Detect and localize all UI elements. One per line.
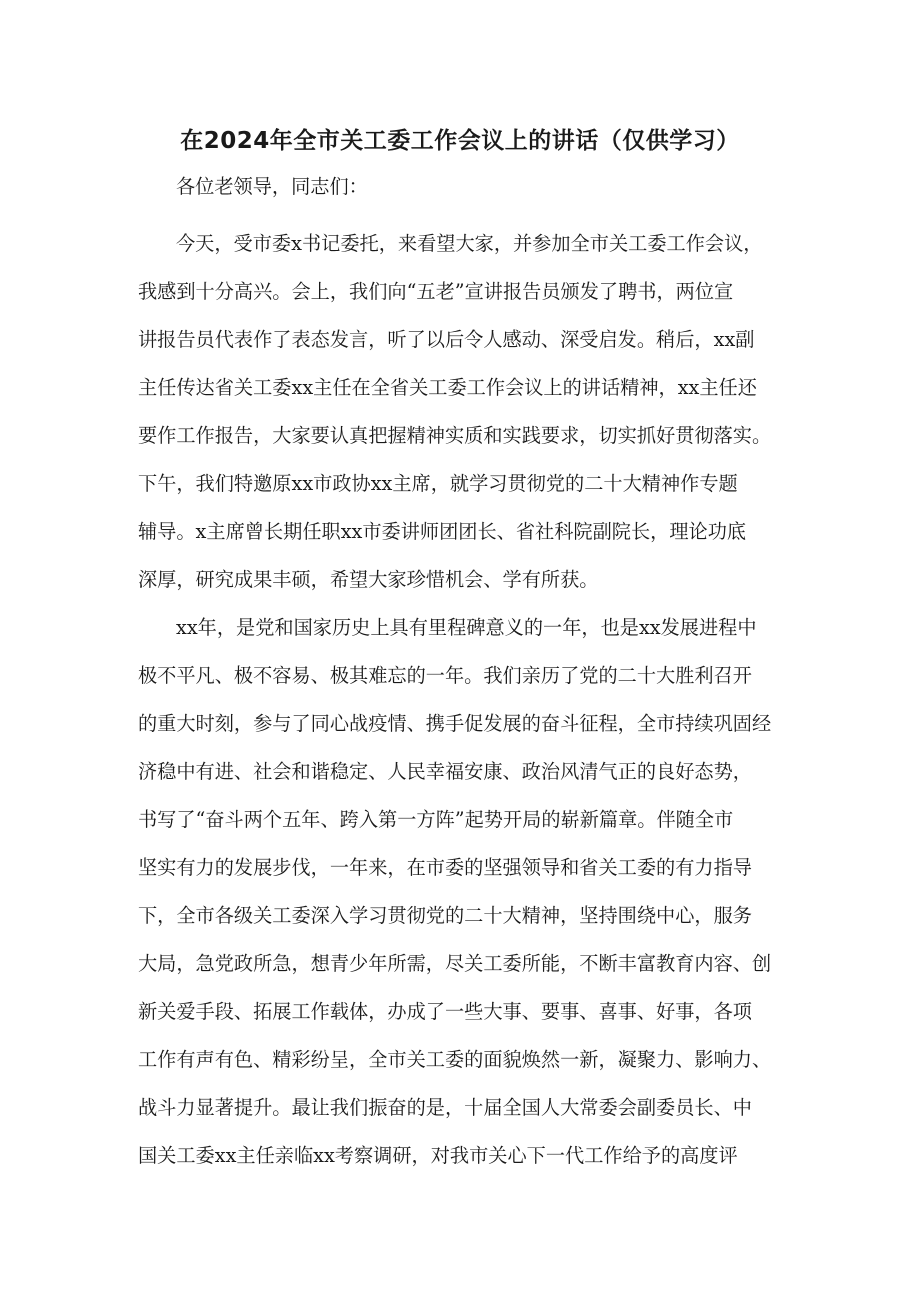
paragraph-line: 济稳中有进、社会和谐稳定、人民幸福安康、政治风清气正的良好态势， [138,760,752,783]
paragraph-line: 的重大时刻，参与了同心战疫情、携手促发展的奋斗征程，全市持续巩固经 [138,712,772,735]
paragraph-line: 深厚，研究成果丰硕，希望大家珍惜机会、学有所获。 [138,568,599,591]
paragraph-line: 要作工作报告，大家要认真把握精神实质和实践要求，切实抓好贯彻落实。 [138,424,772,447]
paragraph-line: 极不平凡、极不容易、极其难忘的一年。我们亲历了党的二十大胜利召开 [138,664,752,687]
paragraph-line: 坚实有力的发展步伐，一年来，在市委的坚强领导和省关工委的有力指导 [138,856,752,879]
paragraph-line: 下午，我们特邀原xx市政协xx主席，就学习贯彻党的二十大精神作专题 [138,472,738,495]
paragraph-line: 书写了“奋斗两个五年、跨入第一方阵”起势开局的崭新篇章。伴随全市 [138,808,734,831]
paragraph-line: 下，全市各级关工委深入学习贯彻党的二十大精神，坚持围绕中心，服务 [138,904,752,927]
paragraph-line: 今天，受市委x书记委托，来看望大家，并参加全市关工委工作会议， [176,232,763,255]
paragraph-line: xx年，是党和国家历史上具有里程碑意义的一年，也是xx发展进程中 [176,616,757,639]
paragraph-line: 工作有声有色、精彩纷呈，全市关工委的面貌焕然一新，凝聚力、影响力、 [138,1048,772,1071]
salutation: 各位老领导，同志们： [176,175,368,198]
paragraph-line: 战斗力显著提升。最让我们振奋的是，十届全国人大常委会副委员长、中 [138,1096,752,1119]
paragraph-line: 讲报告员代表作了表态发言，听了以后令人感动、深受启发。稍后，xx副 [138,328,755,351]
paragraph-line: 我感到十分高兴。会上，我们向“五老”宣讲报告员颁发了聘书，两位宣 [138,280,734,303]
document-title: 在2024年全市关工委工作会议上的讲话（仅供学习） [180,128,740,154]
paragraph-line: 新关爱手段、拓展工作载体，办成了一些大事、要事、喜事、好事，各项 [138,1000,752,1023]
paragraph-line: 国关工委xx主任亲临xx考察调研，对我市关心下一代工作给予的高度评 [138,1144,738,1167]
paragraph-line: 辅导。x主席曾长期任职xx市委讲师团团长、省社科院副院长，理论功底 [138,520,747,543]
paragraph-line: 主任传达省关工委xx主任在全省关工委工作会议上的讲话精神，xx主任还 [138,376,757,399]
paragraph-line: 大局，急党政所急，想青少年所需，尽关工委所能，不断丰富教育内容、创 [138,952,772,975]
